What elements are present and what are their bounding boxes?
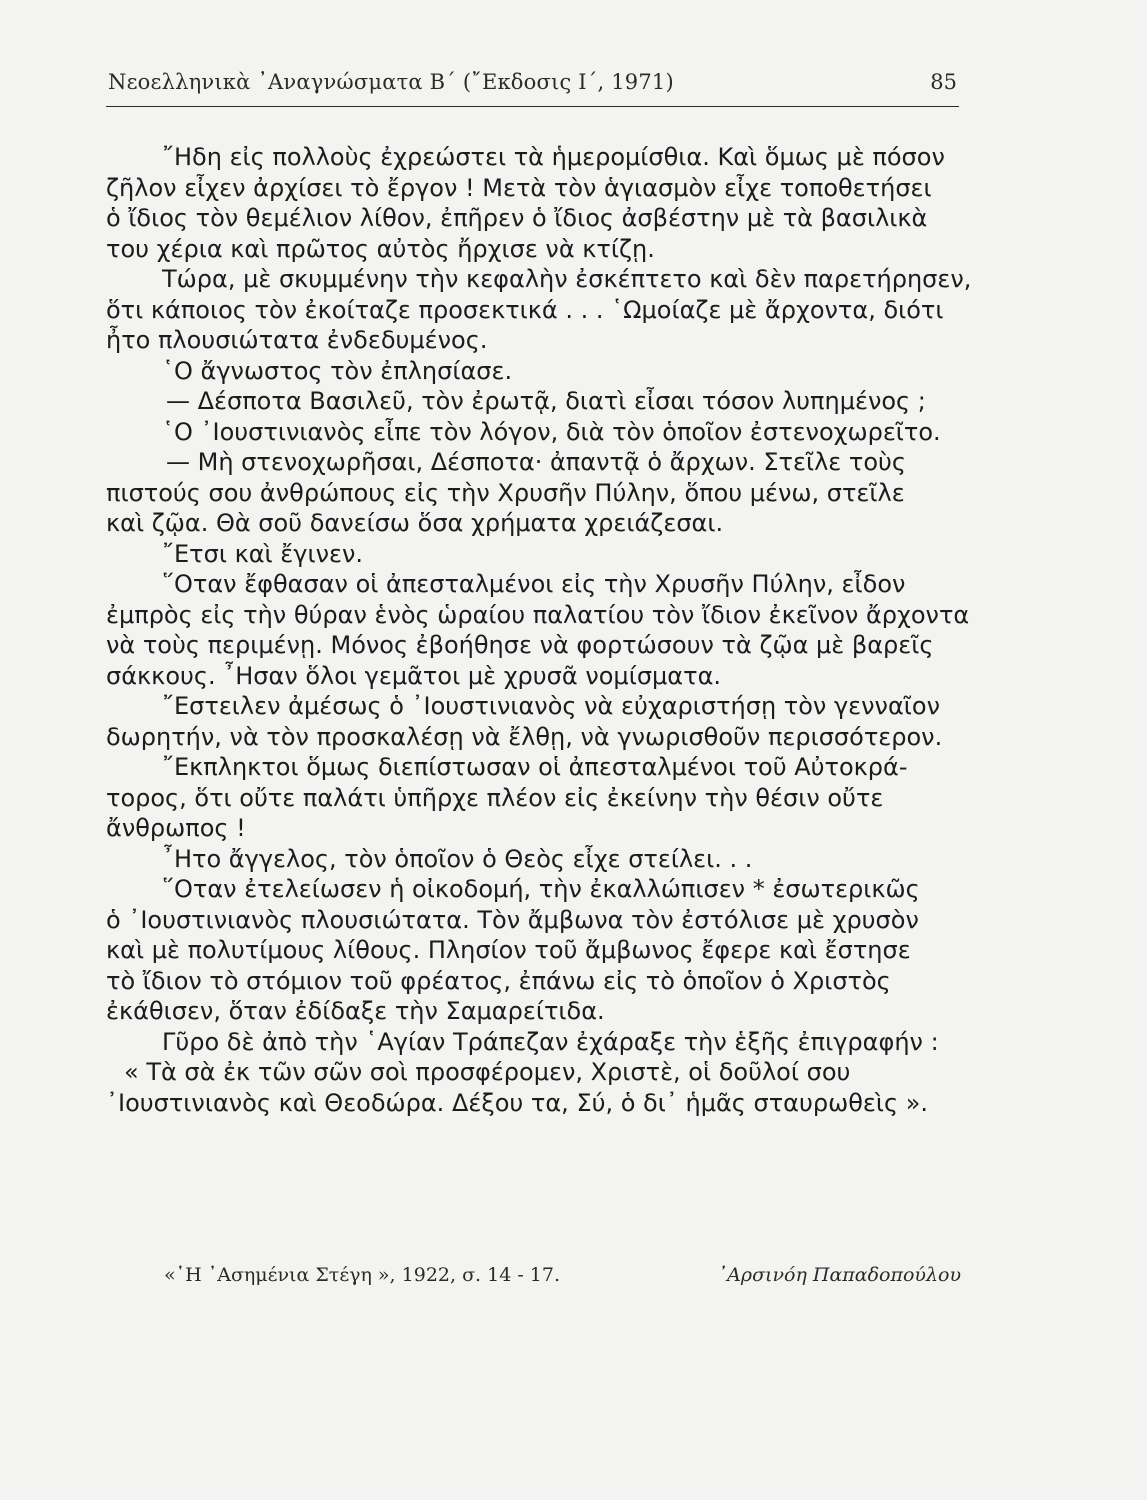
- text-line: ὁ ᾿Ιουστινιανὸς πλουσιώτατα. Τὸν ἄμβωνα τὸν ἐστόλισε μὲ χρυσὸν: [106, 905, 919, 934]
- text-line: ῎Εκπληκτοι ὅμως διεπίστωσαν οἱ ἀπεσταλμένοι τοῦ Αὐτοκρά-: [162, 753, 908, 781]
- text-line: Γῦρο δὲ ἀπὸ τὴν ῾Αγίαν Τράπεζαν ἐχάραξε τὴν ἑξῆς ἐπιγραφήν :: [162, 1027, 939, 1056]
- text-line: « Τὰ σὰ ἐκ τῶν σῶν σοὶ προσφέρομεν, Χριστὲ, οἱ δοῦλοί σου: [124, 1058, 851, 1086]
- text-line: τορος, ὅτι οὔτε παλάτι ὑπῆρχε πλέον εἰς ἐκείνην τὴν θέσιν οὔτε: [106, 783, 884, 812]
- book-title: Νεοελληνικὰ ᾿Αναγνώσματα Β΄ (῎Εκδοσις Ι΄, 1971): [108, 70, 674, 94]
- text-line: ᾿Ιουστινιανὸς καὶ Θεοδώρα. Δέξου τα, Σύ, ὁ δι᾿ ἡμᾶς σταυρωθεὶς ».: [106, 1088, 929, 1117]
- text-line: — Μὴ στενοχωρῆσαι, Δέσποτα· ἀπαντᾷ ὁ ἄρχων. Στεῖλε τοὺς: [166, 448, 906, 476]
- text-line: ῎Ηδη εἰς πολλοὺς ἐχρεώστει τὰ ἡμερομίσθια. Καὶ ὅμως μὲ πόσον: [162, 143, 945, 171]
- text-line: ἐκάθισεν, ὅταν ἐδίδαξε τὴν Σαμαρείτιδα.: [106, 997, 605, 1025]
- text-line: ῞Οταν ἔφθασαν οἱ ἀπεσταλμένοι εἰς τὴν Χρυσῆν Πύλην, εἶδον: [162, 570, 906, 598]
- text-line: ἦτο πλουσιώτατα ἐνδεδυμένος.: [106, 326, 488, 354]
- text-line: καὶ ζῷα. Θὰ σοῦ δανείσω ὅσα χρήματα χρειάζεσαι.: [106, 509, 724, 537]
- text-line: ῞Οταν ἐτελείωσεν ἡ οἰκοδομή, τὴν ἐκαλλώπισεν * ἐσωτερικῶς: [162, 875, 920, 903]
- text-line: ῾Ο ᾿Ιουστινιανὸς εἶπε τὸν λόγον, διὰ τὸν ὁποῖον ἐστενοχωρεῖτο.: [162, 417, 941, 446]
- text-line: — Δέσποτα Βασιλεῦ, τὸν ἐρωτᾷ, διατὶ εἶσαι τόσον λυπημένος ;: [166, 387, 926, 415]
- text-line: ῾Ο ἄγνωστος τὸν ἐπλησίασε.: [162, 356, 513, 385]
- running-header: [106, 60, 959, 107]
- text-line: νὰ τοὺς περιμένῃ. Μόνος ἐβοήθησε νὰ φορτώσουν τὰ ζῷα μὲ βαρεῖς: [106, 631, 934, 659]
- text-line: ἐμπρὸς εἰς τὴν θύραν ἑνὸς ὡραίου παλατίου τὸν ἴδιον ἐκεῖνον ἄρχοντα: [106, 600, 970, 629]
- text-line: ῏Ητο ἄγγελος, τὸν ὁποῖον ὁ Θεὸς εἶχε στείλει. . .: [162, 844, 753, 873]
- text-line: ῎Εστειλεν ἀμέσως ὁ ᾿Ιουστινιανὸς νὰ εὐχαριστήσῃ τὸν γενναῖον: [162, 692, 940, 720]
- text-line: καὶ μὲ πολυτίμους λίθους. Πλησίον τοῦ ἄμβωνος ἔφερε καὶ ἔστησε: [106, 936, 911, 964]
- body-text: [106, 142, 972, 1118]
- author-name: ᾿Αρσινόη Παπαδοπούλου: [717, 1264, 961, 1286]
- text-line: του χέρια καὶ πρῶτος αὐτὸς ἤρχισε νὰ κτίζῃ.: [106, 234, 655, 263]
- source-citation: «῾Η ᾿Ασημένια Στέγη », 1922, σ. 14 - 17.: [164, 1264, 561, 1286]
- text-line: Τώρα, μὲ σκυμμένην τὴν κεφαλὴν ἐσκέπτετο καὶ δὲν παρετήρησεν,: [162, 265, 972, 293]
- text-line: ἄνθρωπος !: [106, 814, 246, 842]
- text-line: ὁ ἴδιος τὸν θεμέλιον λίθον, ἐπῆρεν ὁ ἴδιος ἀσβέστην μὲ τὰ βασιλικὰ: [106, 204, 928, 232]
- text-line: ῎Ετσι καὶ ἔγινεν.: [162, 539, 363, 568]
- text-line: δωρητήν, νὰ τὸν προσκαλέσῃ νὰ ἔλθῃ, νὰ γνωρισθοῦν περισσότερον.: [106, 722, 943, 751]
- text-line: ζῆλον εἶχεν ἀρχίσει τὸ ἔργον ! Μετὰ τὸν ἁγιασμὸν εἶχε τοποθετήσει: [106, 173, 932, 202]
- text-line: τὸ ἴδιον τὸ στόμιον τοῦ φρέατος, ἐπάνω εἰς τὸ ὁποῖον ὁ Χριστὸς: [106, 966, 891, 995]
- text-line: ὅτι κάποιος τὸν ἐκοίταζε προσεκτικά . . . ῾Ωμοίαζε μὲ ἄρχοντα, διότι: [106, 295, 944, 324]
- text-line: πιστούς σου ἀνθρώπους εἰς τὴν Χρυσῆν Πύλην, ὅπου μένω, στεῖλε: [106, 478, 905, 507]
- page-number: 85: [930, 70, 957, 94]
- text-line: σάκκους. ῏Ησαν ὅλοι γεμᾶτοι μὲ χρυσᾶ νομίσματα.: [106, 661, 722, 690]
